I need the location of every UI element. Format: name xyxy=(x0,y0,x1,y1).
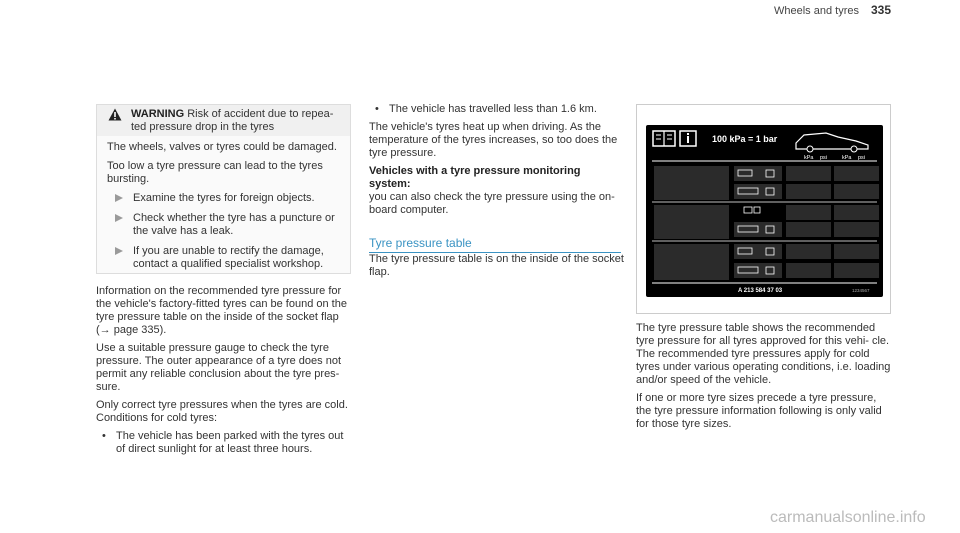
warning-para-2: Too low a tyre pressure can lead to the tyres bursting. xyxy=(107,160,323,185)
warning-title-text: Risk of accident due to repea- ted pressure drop in the tyres xyxy=(131,108,334,133)
label-unit-kpa-2: kPa xyxy=(842,155,852,161)
warning-label: WARNING xyxy=(131,108,185,120)
book-icon xyxy=(653,131,675,146)
warning-triangle-icon xyxy=(108,108,122,121)
label-unit-kpa-1: kPa xyxy=(804,155,814,161)
page-number: 335 xyxy=(871,3,892,17)
col3-para-2: If one or more tyre sizes precede a tyre pressure, the tyre pressure information following is only valid for those tyre sizes. xyxy=(636,392,882,430)
column-1-text xyxy=(96,285,351,461)
label-part-number: A 213 584 37 03 xyxy=(738,288,783,294)
section-title: Tyre pressure table xyxy=(369,237,621,253)
label-unit-psi-1: psi xyxy=(820,155,828,161)
col1-para-2: Use a suitable pressure gauge to check the tyre pressure. The outer appearance of a tyre does not permit any reliable conclusion about the tyre pres- sure. xyxy=(96,342,342,393)
label-code: 1234567 xyxy=(852,288,870,293)
col1-bullet: • The vehicle has been parked with the tyres out of direct sunlight for at least three hours. xyxy=(96,430,351,456)
arrow-right-icon xyxy=(115,214,123,222)
col1-para-3: Only correct tyre pressures when the tyres are cold. Conditions for cold tyres: xyxy=(96,399,348,424)
car-icon xyxy=(796,133,868,149)
col2-para-2: you can also check the tyre pressure using the on-board computer. xyxy=(369,191,615,216)
label-unit-psi-2: psi xyxy=(858,155,866,161)
col2-bullet: • The vehicle has travelled less than 1.6 km. xyxy=(369,103,624,116)
warning-box xyxy=(96,104,351,274)
col2-para-1: The vehicle's tyres heat up when driving. As the temperature of the tyres increases, so too does the tyre pressure. xyxy=(369,121,618,159)
arrow-right-icon xyxy=(115,194,123,202)
col3-para-1: The tyre pressure table shows the recommended tyre pressure for all tyres approved for this vehi- cle. The recommended tyre pressures apply for cold tyres under various operating conditions, i.e. loading and/or speed of the vehicle. xyxy=(636,322,891,386)
warning-body xyxy=(107,141,343,278)
tyre-label-drawing xyxy=(646,125,883,297)
warning-step: Examine the tyres for foreign objects. xyxy=(107,192,343,205)
warning-step: If you are unable to rectify the damage, contact a qualified specialist workshop. xyxy=(107,245,343,271)
watermark: carmanualsonline.info xyxy=(770,509,926,526)
label-unit-text: 100 kPa = 1 bar xyxy=(712,134,778,144)
section-para: The tyre pressure table is on the inside of the socket flap. xyxy=(369,253,624,278)
col1-para-1: Information on the recommended tyre pressure for the vehicle's factory-fitted tyres can be found on the tyre pressure table on the inside of the socket flap (→ page 335). xyxy=(96,285,347,336)
arrow-right-icon xyxy=(115,247,123,255)
tpms-heading: Vehicles with a tyre pressure monitoring system: xyxy=(369,165,581,190)
warning-header xyxy=(97,105,350,136)
info-icon xyxy=(680,131,696,146)
label-table-rows xyxy=(654,166,879,280)
warning-para-1: The wheels, valves or tyres could be damaged. xyxy=(107,141,337,153)
warning-title xyxy=(131,108,343,134)
column-2-text xyxy=(369,103,624,222)
column-3-text xyxy=(636,322,893,436)
running-header: Wheels and tyres xyxy=(774,5,859,17)
tyre-pressure-label xyxy=(646,125,883,297)
warning-step: Check whether the tyre has a puncture or the valve has a leak. xyxy=(107,212,343,238)
tyre-pressure-label-image xyxy=(636,104,891,314)
